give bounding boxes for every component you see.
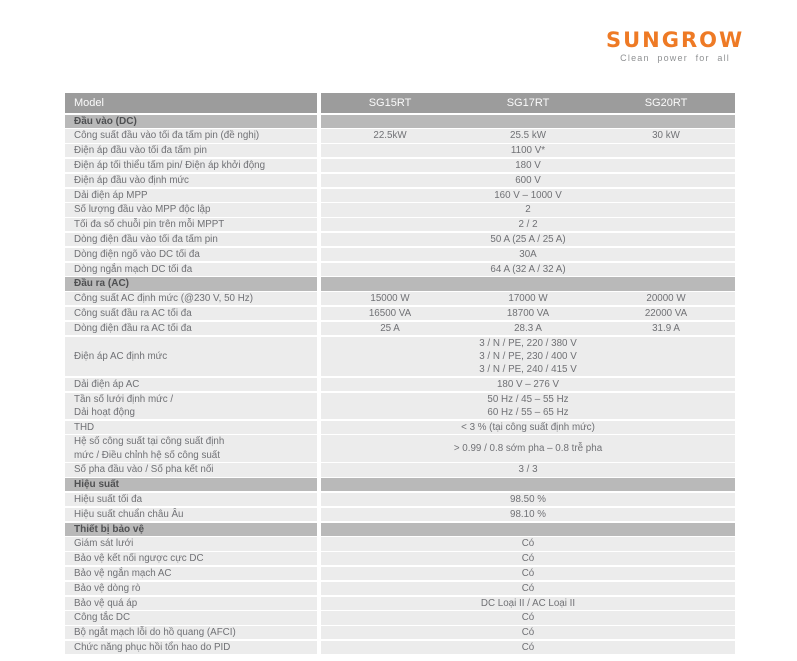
row-label: Hiệu suất <box>65 478 317 491</box>
row-value: 160 V – 1000 V <box>321 189 735 202</box>
row-value <box>321 307 735 320</box>
row-value: 2 / 2 <box>321 218 735 231</box>
row-value: 180 V – 276 V <box>321 378 735 391</box>
model-header-label: Model <box>65 93 317 113</box>
row-label: Bộ ngắt mạch lỗi do hồ quang (AFCI) <box>65 626 317 639</box>
row-value: < 3 % (tại công suất định mức) <box>321 421 735 434</box>
spec-row <box>65 144 735 157</box>
row-label: Công suất đầu ra AC tối đa <box>65 307 317 320</box>
section-row <box>65 115 735 128</box>
brand-wordmark: SUNGROW <box>606 28 745 52</box>
spec-row <box>65 189 735 202</box>
spec-row <box>65 435 735 461</box>
row-label: Công suất AC định mức (@230 V, 50 Hz) <box>65 292 317 305</box>
row-label: Đầu vào (DC) <box>65 115 317 128</box>
row-value: Có <box>321 552 735 565</box>
row-value: > 0.99 / 0.8 sớm pha – 0.8 trễ pha <box>321 435 735 461</box>
value-col: 17000 W <box>508 293 548 305</box>
row-value: 1100 V* <box>321 144 735 157</box>
value-col: 20000 W <box>646 293 686 305</box>
row-value: 50 A (25 A / 25 A) <box>321 233 735 246</box>
row-value: 98.50 % <box>321 493 735 506</box>
value-col: 18700 VA <box>506 307 550 319</box>
section-row <box>65 277 735 290</box>
row-value: 30A <box>321 248 735 261</box>
row-label: Điện áp AC định mức <box>65 337 317 377</box>
row-label: Dòng điện đầu ra AC tối đa <box>65 322 317 335</box>
spec-row <box>65 174 735 187</box>
row-value: Có <box>321 582 735 595</box>
row-label: Công tắc DC <box>65 611 317 624</box>
row-label: Đầu ra (AC) <box>65 277 317 290</box>
value-col: 31.9 A <box>652 322 680 334</box>
spec-row <box>65 203 735 216</box>
row-value: 64 A (32 A / 32 A) <box>321 263 735 276</box>
row-value: 50 Hz / 45 – 55 Hz 60 Hz / 55 – 65 Hz <box>321 393 735 419</box>
row-label: Tần số lưới định mức / Dải hoạt động <box>65 393 317 419</box>
row-value: Có <box>321 626 735 639</box>
row-value: DC Loại II / AC Loại II <box>321 597 735 610</box>
row-value <box>321 478 735 491</box>
value-col: 25.5 kW <box>510 130 546 142</box>
row-value <box>321 322 735 335</box>
spec-row <box>65 626 735 639</box>
row-value: Có <box>321 641 735 654</box>
spec-row <box>65 218 735 231</box>
spec-row <box>65 463 735 476</box>
spec-row <box>65 641 735 654</box>
spec-row <box>65 292 735 305</box>
value-col: 30 kW <box>652 130 680 142</box>
row-label: THD <box>65 421 317 434</box>
row-value <box>321 277 735 290</box>
row-value <box>321 115 735 128</box>
spec-row <box>65 307 735 320</box>
row-label: Công suất đầu vào tối đa tấm pin (đề nghị) <box>65 129 317 142</box>
column-header-sg20rt: SG20RT <box>644 97 688 109</box>
row-label: Giám sát lưới <box>65 537 317 550</box>
section-row <box>65 478 735 491</box>
spec-row <box>65 263 735 276</box>
row-label: Dòng điện đầu vào tối đa tấm pin <box>65 233 317 246</box>
row-label: Dòng điện ngõ vào DC tối đa <box>65 248 317 261</box>
row-value: Có <box>321 567 735 580</box>
row-value: Có <box>321 611 735 624</box>
spec-row <box>65 378 735 391</box>
row-value <box>321 523 735 536</box>
row-label: Số pha đầu vào / Số pha kết nối <box>65 463 317 476</box>
value-col: 15000 W <box>370 293 410 305</box>
sungrow-logo <box>606 28 744 63</box>
spec-row <box>65 129 735 142</box>
row-label: Dải điện áp MPP <box>65 189 317 202</box>
row-value: 2 <box>321 203 735 216</box>
spec-table <box>65 93 735 654</box>
spec-row <box>65 322 735 335</box>
row-label: Bảo vệ kết nối ngược cực DC <box>65 552 317 565</box>
row-label: Dải điện áp AC <box>65 378 317 391</box>
row-label: Bảo vệ quá áp <box>65 597 317 610</box>
spec-row <box>65 233 735 246</box>
row-label: Bảo vệ dòng rò <box>65 582 317 595</box>
table-header-row <box>65 93 735 113</box>
spec-row <box>65 552 735 565</box>
spec-row <box>65 159 735 172</box>
row-label: Tối đa số chuỗi pin trên mỗi MPPT <box>65 218 317 231</box>
value-col: 25 A <box>380 322 400 334</box>
row-value: 3 / N / PE, 220 / 380 V 3 / N / PE, 230 / 400 V 3 / N / PE, 240 / 415 V <box>321 337 735 377</box>
row-label: Chức năng phục hồi tổn hao do PID <box>65 641 317 654</box>
row-label: Điện áp đầu vào định mức <box>65 174 317 187</box>
row-value: 3 / 3 <box>321 463 735 476</box>
row-label: Điện áp tối thiểu tấm pin/ Điện áp khởi động <box>65 159 317 172</box>
value-col: 16500 VA <box>368 307 412 319</box>
row-value: Có <box>321 537 735 550</box>
spec-row <box>65 393 735 419</box>
section-row <box>65 523 735 536</box>
row-value: 600 V <box>321 174 735 187</box>
row-label: Điện áp đầu vào tối đa tấm pin <box>65 144 317 157</box>
spec-row <box>65 611 735 624</box>
spec-row <box>65 248 735 261</box>
spec-row <box>65 337 735 377</box>
value-col: 22.5kW <box>373 130 407 142</box>
row-label: Hiệu suất chuẩn châu Âu <box>65 508 317 521</box>
row-label: Số lượng đầu vào MPP độc lập <box>65 203 317 216</box>
spec-row <box>65 493 735 506</box>
row-value: 98.10 % <box>321 508 735 521</box>
row-label: Bảo vệ ngắn mạch AC <box>65 567 317 580</box>
spec-row <box>65 508 735 521</box>
spec-row <box>65 567 735 580</box>
spec-row <box>65 582 735 595</box>
value-col: 28.3 A <box>514 322 542 334</box>
brand-tagline: Clean power for all <box>620 53 731 63</box>
row-label: Dòng ngắn mạch DC tối đa <box>65 263 317 276</box>
row-value <box>321 129 735 142</box>
column-header-sg15rt: SG15RT <box>368 97 412 109</box>
row-label: Hiệu suất tối đa <box>65 493 317 506</box>
row-value: 180 V <box>321 159 735 172</box>
row-label: Hệ số công suất tại công suất định mức / Điều chỉnh hệ số công suất <box>65 435 317 461</box>
row-label: Thiết bị bảo vệ <box>65 523 317 536</box>
spec-row <box>65 597 735 610</box>
value-col: 22000 VA <box>644 307 688 319</box>
spec-row <box>65 537 735 550</box>
model-columns <box>321 93 735 113</box>
column-header-sg17rt: SG17RT <box>506 97 550 109</box>
spec-row <box>65 421 735 434</box>
row-value <box>321 292 735 305</box>
